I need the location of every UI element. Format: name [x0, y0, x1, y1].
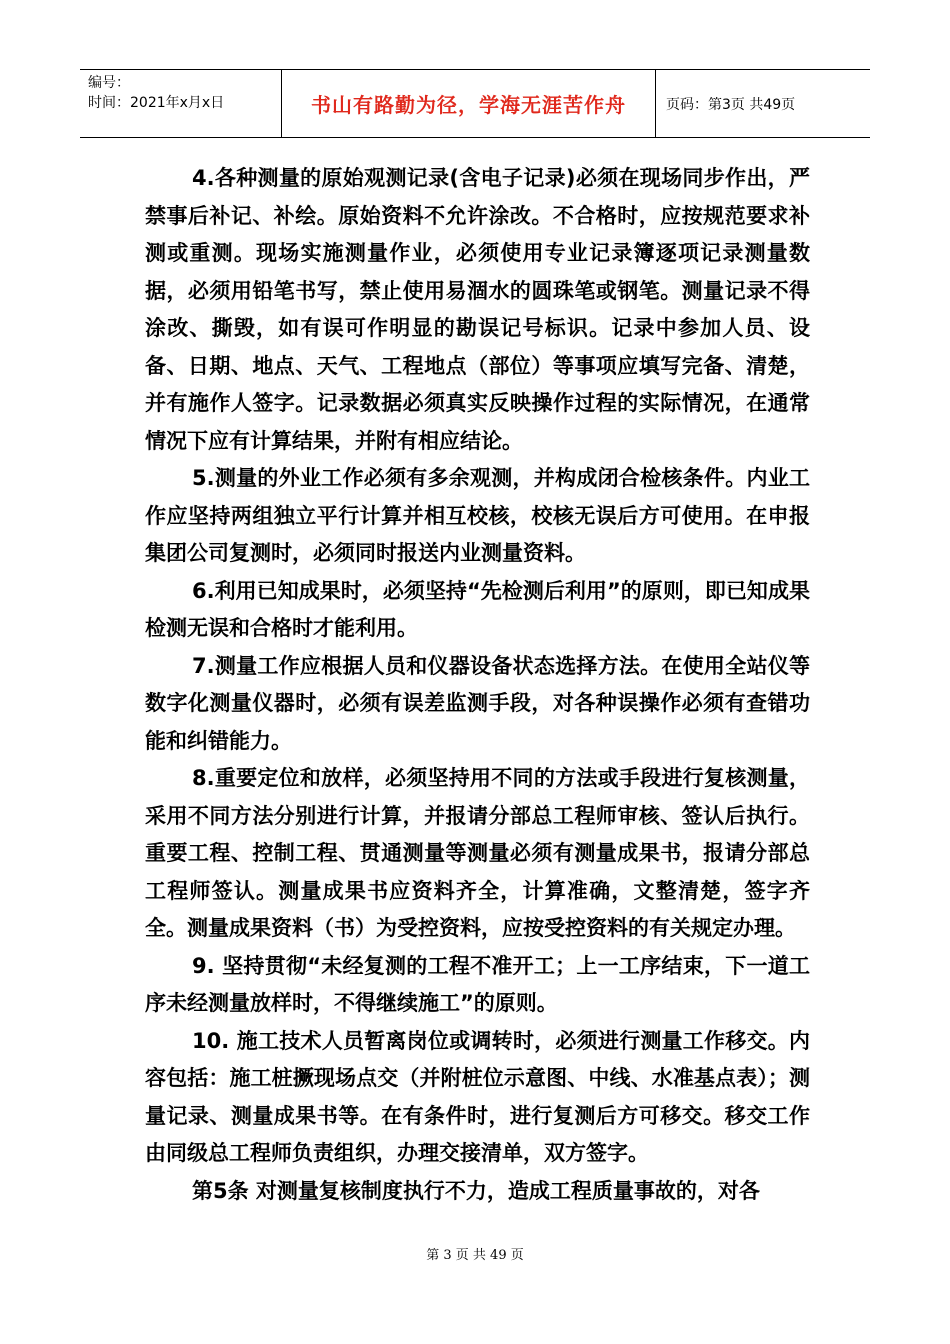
header-page-cell [656, 70, 870, 137]
header-motto-cell [282, 70, 656, 137]
paragraph-item-9: 9. 坚持贯彻“未经复测的工程不准开工；上一工序结束，下一道工序未经测量放样时，不得继续施工”的原则。 [145, 953, 810, 1015]
page-header [80, 69, 870, 138]
paragraph-item-6: 6.利用已知成果时，必须坚持“先检测后利用”的原则，即已知成果检测无误和合格时才能利用。 [145, 578, 810, 640]
paragraph-item-10: 10. 施工技术人员暂离岗位或调转时，必须进行测量工作移交。内容包括：施工桩撅现场点交（并附桩位示意图、中线、水准基点表）；测量记录、测量成果书等。在有条件时，进行复测后方可移交。移交工作由同级总工程师负责组织，办理交接清单，双方签字。 [145, 1028, 810, 1165]
page-footer: 第 3 页 共 49 页 [426, 1248, 524, 1263]
document-body [145, 160, 810, 1210]
header-meta [80, 70, 282, 137]
document-time-label: 时间：2021年x月x日 [88, 95, 225, 111]
header-page-label: 页码：第3页 共49页 [666, 96, 796, 113]
paragraph-item-8: 8.重要定位和放样，必须坚持用不同的方法或手段进行复核测量，采用不同方法分别进行计算，并报请分部总工程师审核、签认后执行。重要工程、控制工程、贯通测量等测量必须有测量成果书，报请分部总工程师签认。测量成果书应资料齐全，计算准确，文整清楚，签字齐全。测量成果资料（书）为受控资料，应按受控资料的有关规定办理。 [145, 766, 810, 940]
header-motto: 书山有路勤为径，学海无涯苦作舟 [311, 93, 626, 117]
paragraph-item-4: 4.各种测量的原始观测记录(含电子记录)必须在现场同步作出，严禁事后补记、补绘。原始资料不允许涂改。不合格时，应按规范要求补测或重测。现场实施测量作业，必须使用专业记录簿逐项记录测量数据，必须用铅笔书写，禁止使用易涸水的圆珠笔或钢笔。测量记录不得涂改、撕毁，如有误可作明显的勘误记号标识。记录中参加人员、设备、日期、地点、天气、工程地点（部位）等事项应填写完备、清楚，并有施作人签字。记录数据必须真实反映操作过程的实际情况，在通常情况下应有计算结果，并附有相应结论。 [145, 166, 810, 453]
paragraph-item-5: 5.测量的外业工作必须有多余观测，并构成闭合检核条件。内业工作应坚持两组独立平行计算并相互校核，校核无误后方可使用。在申报集团公司复测时，必须同时报送内业测量资料。 [145, 466, 810, 565]
paragraph-item-7: 7.测量工作应根据人员和仪器设备状态选择方法。在使用全站仪等数字化测量仪器时，必须有误差监测手段，对各种误操作必须有查错功能和纠错能力。 [145, 653, 810, 753]
document-number-label: 编号： [88, 75, 130, 91]
paragraph-article-5: 第5条 对测量复核制度执行不力，造成工程质量事故的，对各 [192, 1178, 760, 1203]
